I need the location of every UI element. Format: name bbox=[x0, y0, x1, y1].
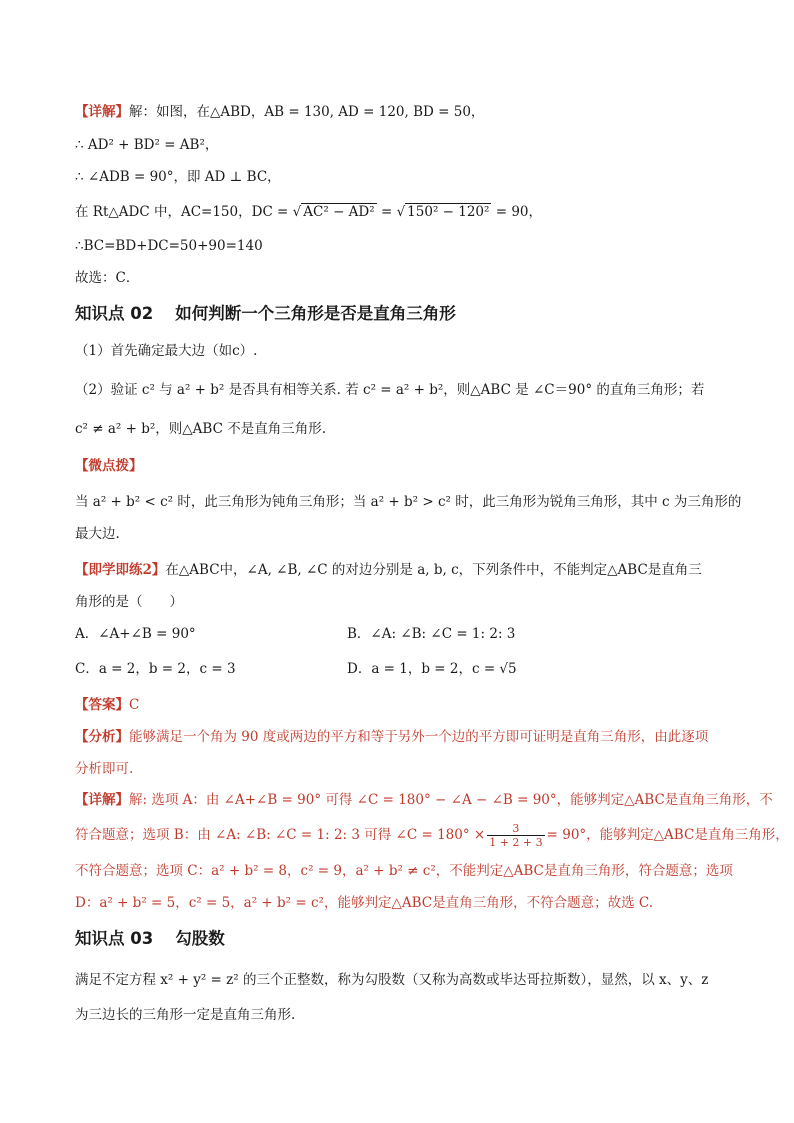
sqrt-150-120: 150² − 120² bbox=[407, 204, 490, 220]
answer-tag: 【答案】 bbox=[75, 697, 129, 713]
solution2-p1: 解: 选项 A：由 ∠A+∠B = 90° 可得 ∠C = 180° − ∠A − ∠B = 90°，能够判定△ABC是直角三角形，不 bbox=[129, 792, 773, 808]
solution1-line1 bbox=[75, 102, 725, 122]
section3-num: 知识点 03 bbox=[75, 929, 154, 948]
solution1-text: 解：如图，在△ABD，AB = 130, AD = 120, BD = 50， bbox=[129, 104, 485, 120]
analysis-p2: 分析即可. bbox=[75, 761, 134, 777]
solution1-line4-prefix: 在 Rt△ADC 中，AC=150，DC = bbox=[75, 204, 293, 220]
fraction-numerator: 3 bbox=[487, 822, 544, 836]
equals-sign: = bbox=[376, 204, 397, 220]
solution1-line4-suffix: = 90， bbox=[491, 204, 543, 220]
solution1-line6: 故选：C． bbox=[75, 270, 140, 286]
options-row1 bbox=[75, 624, 725, 644]
section2-title: 如何判断一个三角形是否是直角三角形 bbox=[175, 304, 456, 323]
option-d: D．a = 1，b = 2，c = √5 bbox=[347, 661, 517, 677]
option-b: B．∠A: ∠B: ∠C = 1: 2: 3 bbox=[347, 626, 516, 642]
analysis-tag: 【分析】 bbox=[75, 729, 129, 745]
option-a: A．∠A+∠B = 90° bbox=[75, 626, 196, 642]
section3-heading bbox=[75, 927, 225, 951]
analysis-p1: 能够满足一个角为 90 度或两边的平方和等于另外一个边的平方即可证明是直角三角形，由此逐项 bbox=[129, 729, 709, 745]
exercise-q1: 在△ABC中，∠A, ∠B, ∠C 的对边分别是 a, b, c，下列条件中，不能判定△ABC是直角三 bbox=[165, 562, 702, 578]
section3-p1: 满足不定方程 x² + y² = z² 的三个正整数，称为勾股数（又称为高数或毕达哥拉斯数），显然，以 x、y、z bbox=[75, 972, 709, 988]
solution1-line5: ∴BC=BD+DC=50+90=140 bbox=[75, 238, 263, 254]
answer-line bbox=[75, 695, 725, 715]
fraction-3-over-6 bbox=[487, 822, 544, 849]
section2-heading bbox=[75, 302, 456, 326]
solution1-line2: ∴ AD² + BD² = AB²， bbox=[75, 137, 219, 153]
fraction-denominator: 1 + 2 + 3 bbox=[489, 836, 543, 849]
section2-p1: （1）首先确定最大边（如c）. bbox=[75, 343, 258, 359]
solution2-p2-suffix: = 90°，能够判定△ABC是直角三角形， bbox=[546, 827, 789, 843]
solution2-p3: 不符合题意；选项 C：a² + b² = 8，c² = 9，a² + b² ≠ c²，不能判定△ABC是直角三角形，符合题意；选项 bbox=[75, 863, 733, 879]
answer-value: C bbox=[129, 697, 140, 713]
solution1-line4: 在 Rt△ADC 中，AC=150，DC = √ AC² − AD² = √ 150² − 120² = 90， bbox=[75, 204, 543, 220]
solution2-tag: 【详解】 bbox=[75, 792, 129, 808]
options-row2 bbox=[75, 659, 725, 679]
analysis-line1 bbox=[75, 727, 725, 747]
tip-tag: 【微点拨】 bbox=[75, 458, 143, 474]
section2-p2a: （2）验证 c² 与 a² + b² 是否具有相等关系. 若 c² = a² + b²，则△ABC 是 ∠C＝90° 的直角三角形；若 bbox=[75, 382, 705, 398]
detail-tag: 【详解】 bbox=[75, 104, 129, 120]
solution1-line3: ∴ ∠ADB = 90°，即 AD ⊥ BC， bbox=[75, 169, 281, 185]
option-c: C．a = 2，b = 2，c = 3 bbox=[75, 661, 236, 677]
solution2-p4: D：a² + b² = 5，c² = 5，a² + b² = c²，能够判定△ABC是直角三角形，不符合题意；故选 C. bbox=[75, 895, 654, 911]
section3-title: 勾股数 bbox=[175, 929, 225, 948]
section2-num: 知识点 02 bbox=[75, 304, 154, 323]
exercise-line1 bbox=[75, 560, 725, 580]
section2-p2b: c² ≠ a² + b²，则△ABC 不是直角三角形. bbox=[75, 421, 326, 437]
solution2-line2 bbox=[75, 822, 789, 849]
exercise-q2: 角形的是（ ） bbox=[75, 594, 183, 610]
exercise-tag: 【即学即练2】 bbox=[75, 562, 166, 578]
tip-p1: 当 a² + b² < c² 时，此三角形为钝角三角形；当 a² + b² > c² 时，此三角形为锐角三角形，其中 c 为三角形的 bbox=[75, 494, 742, 510]
tip-p2: 最大边. bbox=[75, 526, 120, 542]
solution2-p2-prefix: 符合题意；选项 B：由 ∠A: ∠B: ∠C = 1: 2: 3 可得 ∠C = 180° × bbox=[75, 827, 486, 843]
solution2-line1 bbox=[75, 790, 773, 810]
section3-p2: 为三边长的三角形一定是直角三角形. bbox=[75, 1007, 296, 1023]
sqrt-ac-ad: AC² − AD² bbox=[303, 204, 375, 220]
